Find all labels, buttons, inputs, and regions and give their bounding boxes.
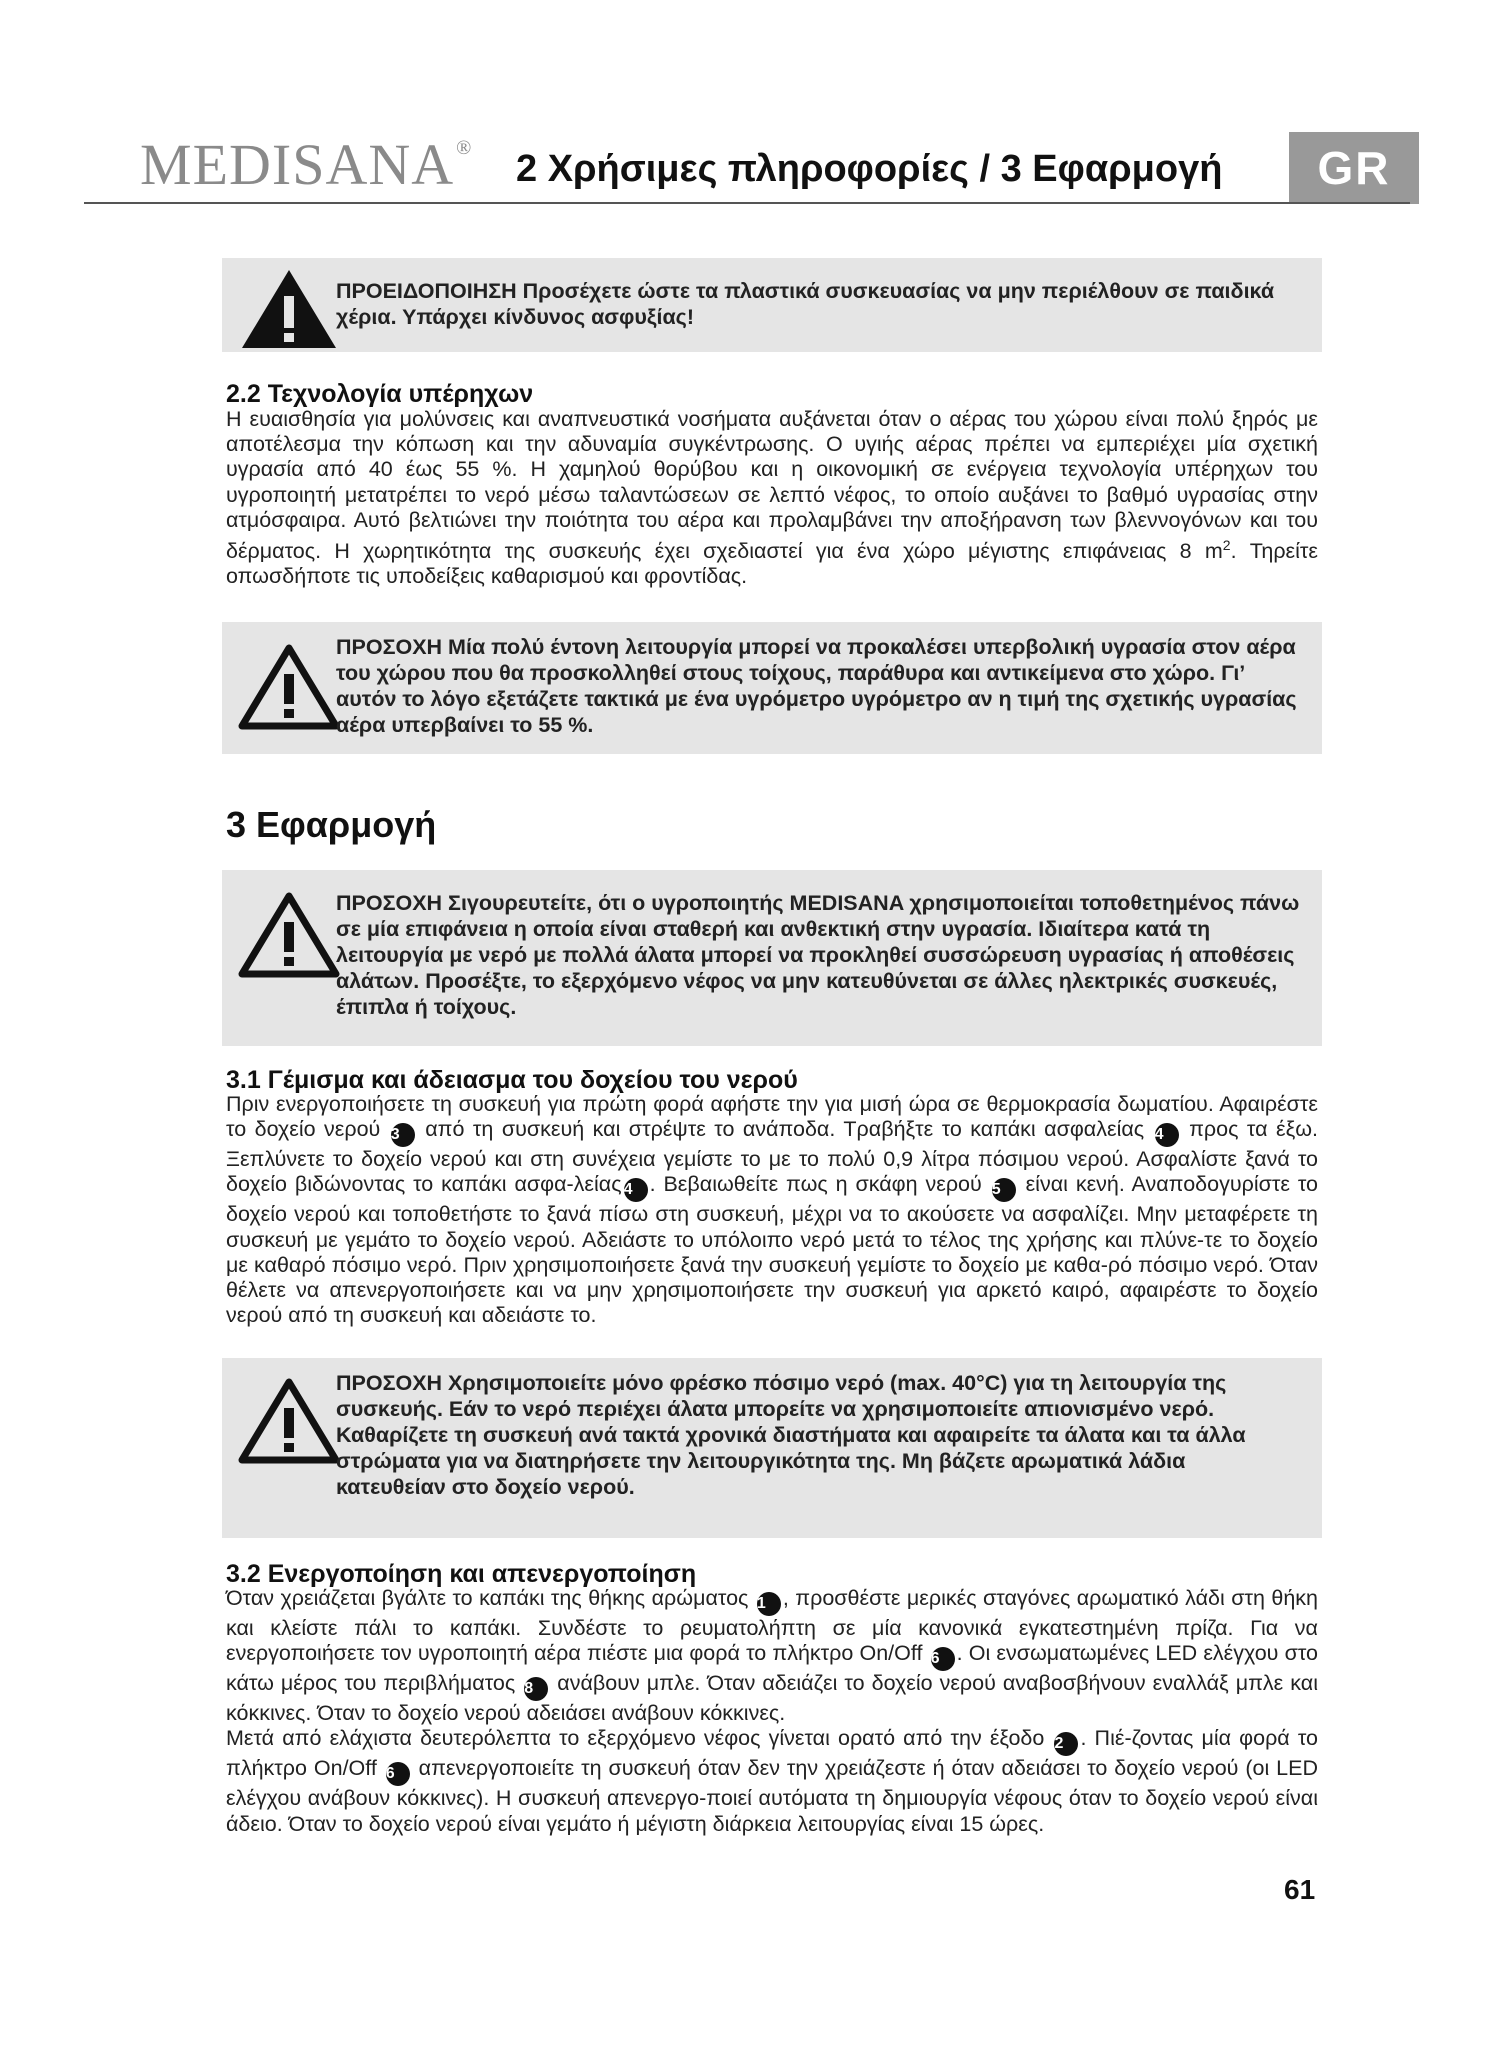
section-body-3-2 bbox=[226, 1586, 1318, 1837]
warning-triangle-outline-icon bbox=[236, 638, 342, 732]
section-heading-3: 3 Εφαρμογή bbox=[226, 804, 437, 845]
body-text: είναι κενή. Αναποδογυρίστε το δοχείο νερού και τοποθετήστε το ξανά πίσω στη συσκευή, μέχρι να το ακούσετε να ασφαλίζει. Μην μεταφέρετε τη συσκευή με γεμάτο το δοχείο νερού. Αδειάστε το υπόλοιπο νερό μετά το τέλος της χρήσης και πλύνε-τε το δοχείο με καθαρό πόσιμο νερό. Πριν χρησιμοποιήσετε ξανά την συσκευή γεμίστε το δοχείο με καθα-ρό πόσιμο νερό. Όταν θέλετε να απενεργοποιήσετε και να μην χρησιμοποιήσετε την συσκευή για αρκετό καιρό, αφαιρέστε το δοχείο νερού από τη συσκευή και αδειάστε το. bbox=[226, 1172, 1319, 1328]
section-heading-3-2: 3.2 Ενεργοποίηση και απενεργοποίηση bbox=[226, 1560, 697, 1588]
warning-box-placement bbox=[222, 870, 1322, 1046]
section-body-2-2 bbox=[226, 407, 1318, 590]
part-number-badge: 8 bbox=[524, 1677, 548, 1701]
body-text: . Οι ενσωματωμένες LED ελέγχου στο κάτω μέρος του περιβλήματος bbox=[226, 1641, 1318, 1696]
body-text: Η ευαισθησία για μολύνσεις και αναπνευστικά νοσήματα αυξάνεται όταν ο αέρας του χώρου είναι πολύ ξηρός με αποτέλεσμα την κόπωση και την αδυναμία συγκέντρωσης. Ο υγιής αέρας πρέπει να εμπεριέχει μία σχετική υγρασία από 40 έως 55 %. Η χαμηλού θορύβου και η οικονομική σε ενέργεια τεχνολογία υπέρηχων του υγροποιητή μετατρέπει το νερό μέσω ταλαντώσεων σε λεπτό νέφος, το οποίο αυξάνει το βαθμό υγρασίας στην ατμόσφαιρα. Αυτό βελτιώνει την ποιότητα του αέρα και προλαμβάνει την αποξήρανση των βλεννογόνων και του δέρματος. Η χωρητικότητα της συσκευής έχει σχεδιαστεί για ένα χώρο μέγιστης επιφάνειας 8 m bbox=[226, 407, 1318, 564]
part-number-badge: 5 bbox=[992, 1178, 1016, 1202]
part-number-badge: 6 bbox=[931, 1647, 955, 1671]
part-number-badge: 2 bbox=[1054, 1732, 1078, 1756]
part-number-badge: 6 bbox=[386, 1762, 410, 1786]
body-text: προς τα έξω. Ξεπλύνετε το δοχείο νερού και στη συνέχεια γεμίστε το με το πολύ 0,9 λίτρα πόσιμου νερού. Ασφαλίστε ξανά το δοχείο βιδώνοντας το καπάκι ασφα-λείας bbox=[226, 1117, 1318, 1197]
warning-box-packaging bbox=[222, 258, 1322, 352]
section-body-3-1 bbox=[226, 1092, 1318, 1328]
warning-triangle-outline-icon bbox=[236, 886, 342, 980]
warning-text: ΠΡΟΣΟΧΗ Σιγουρευτείτε, ότι ο υγροποιητής MEDISANA χρησιμοποιείται τοποθετημένος πάνω σε μία επιφάνεια η οποία είναι σταθερή και ανθεκτική στην υγρασία. Ιδιαίτερα κατά τη λειτουργία με νερό με πολλά άλατα μπορεί να προκληθεί συσσώρευση υγρασίας ή αποθέσεις αλάτων. Προσέξτε, το εξερχόμενο νέφος να μην κατευθύνεται σε άλλες ηλεκτρικές συσκευές, έπιπλα ή τοίχους. bbox=[336, 891, 1300, 1019]
registered-mark: ® bbox=[456, 137, 473, 159]
body-text: από τη συσκευή και στρέψτε το ανάποδα. Τραβήξτε το καπάκι ασφαλείας bbox=[416, 1117, 1153, 1142]
superscript: 2 bbox=[1222, 537, 1231, 554]
part-number-badge: 4 bbox=[1155, 1123, 1179, 1147]
language-badge: GR bbox=[1289, 132, 1419, 204]
part-number-badge: 1 bbox=[757, 1592, 781, 1616]
body-text: . Πιέ-ζοντας μία φορά το πλήκτρο On/Off bbox=[226, 1726, 1318, 1781]
warning-text: ΠΡΟΣΟΧΗ Χρησιμοποιείτε μόνο φρέσκο πόσιμο νερό (max. 40°C) για τη λειτουργία της συσκευής. Εάν το νερό περιέχει άλατα μπορείτε να χρησιμοποιείτε απιονισμένο νερό. Καθαρίζετε τη συσκευή ανά τακτά χρονικά διαστήματα και αφαιρείτε τα άλατα και τα άλλα στρώματα για να διατηρήσετε την λειτουργικότητα της. Μη βάζετε αρωματικά λάδια κατευθείαν στο δοχείο νερού. bbox=[336, 1371, 1246, 1499]
body-text: . Τηρείτε οπωσδήποτε τις υποδείξεις καθαρισμού και φροντίδας. bbox=[226, 539, 1318, 589]
warning-box-humidity bbox=[222, 622, 1322, 754]
page-number: 61 bbox=[1284, 1874, 1316, 1905]
warning-triangle-outline-icon bbox=[236, 1372, 342, 1466]
section-heading-3-1: 3.1 Γέμισμα και άδειασμα του δοχείου του νερού bbox=[226, 1066, 798, 1094]
section-heading-2-2: 2.2 Τεχνολογία υπέρηχων bbox=[226, 380, 534, 408]
body-text: . Βεβαιωθείτε πως η σκάφη νερού bbox=[649, 1172, 990, 1197]
warning-text: ΠΡΟΕΙΔΟΠΟΙΗΣΗ Προσέχετε ώστε τα πλαστικά συσκευασίας να μην περιέλθουν σε παιδικά χέρια. Υπάρχει κίνδυνος ασφυξίας! bbox=[336, 279, 1275, 329]
body-text: Πριν ενεργοποιήσετε τη συσκευή για πρώτη φορά αφήστε την για μισή ώρα σε θερμοκρασία δωματίου. Αφαιρέστε το δοχείο νερού bbox=[226, 1092, 1318, 1142]
warning-text: ΠΡΟΣΟΧΗ Μία πολύ έντονη λειτουργία μπορεί να προκαλέσει υπερβολική υγρασία στον αέρα του χώρου που θα προσκολληθεί στους τοίχους, παράθυρα και αντικείμενα στο χώρο. Γι’ αυτόν το λόγο εξετάζετε τακτικά με ένα υγρόμετρο υγρόμετρο αν η τιμή της σχετικής υγρασίας αέρα υπερβαίνει το 55 %. bbox=[336, 635, 1297, 737]
part-number-badge: 3 bbox=[391, 1123, 415, 1147]
body-text: , προσθέστε μερικές σταγόνες αρωματικό λάδι στη θήκη και κλείστε πάλι το καπάκι. Συνδέστε το ρευματολήπτη σε μία κανονικά εγκατεστημένη πρίζα. Για να ενεργοποιήσετε τον υγροποιητή αέρα πιέστε μια φορά το πλήκτρο On/Off bbox=[226, 1586, 1318, 1666]
warning-box-water bbox=[222, 1358, 1322, 1538]
page-title: 2 Χρήσιμες πληροφορίες / 3 Εφαρμογή bbox=[516, 148, 1223, 190]
body-text: Μετά από ελάχιστα δευτερόλεπτα το εξερχόμενο νέφος γίνεται ορατό από την έξοδο bbox=[226, 1726, 1053, 1751]
warning-triangle-filled-icon bbox=[236, 260, 342, 354]
body-text: απενεργοποιείτε τη συσκευή όταν δεν την χρειάζεστε ή όταν αδειάσει το δοχείο νερού (οι LED ελέγχου ανάβουν κόκκινες). Η συσκευή απενεργο-ποιεί αυτόματα τη δημιουργία νέφους όταν το δοχείο νερού είναι άδειο. Όταν το δοχείο νερού είναι γεμάτο ή μέγιστη διάρκεια λειτουργίας είναι 15 ώρες. bbox=[226, 1756, 1318, 1836]
body-text: Όταν χρειάζεται βγάλτε το καπάκι της θήκης αρώματος bbox=[226, 1586, 755, 1610]
brand-name: MEDISANA bbox=[140, 132, 455, 197]
part-number-badge: 4 bbox=[624, 1178, 648, 1202]
brand-logo bbox=[140, 132, 473, 197]
header-divider bbox=[84, 202, 1410, 204]
body-text: ανάβουν μπλε. Όταν αδειάζει το δοχείο νερού αναβοσβήνουν εναλλάξ μπλε και κόκκινες. Όταν το δοχείο νερού αδειάσει ανάβουν κόκκινες. bbox=[226, 1671, 1318, 1726]
